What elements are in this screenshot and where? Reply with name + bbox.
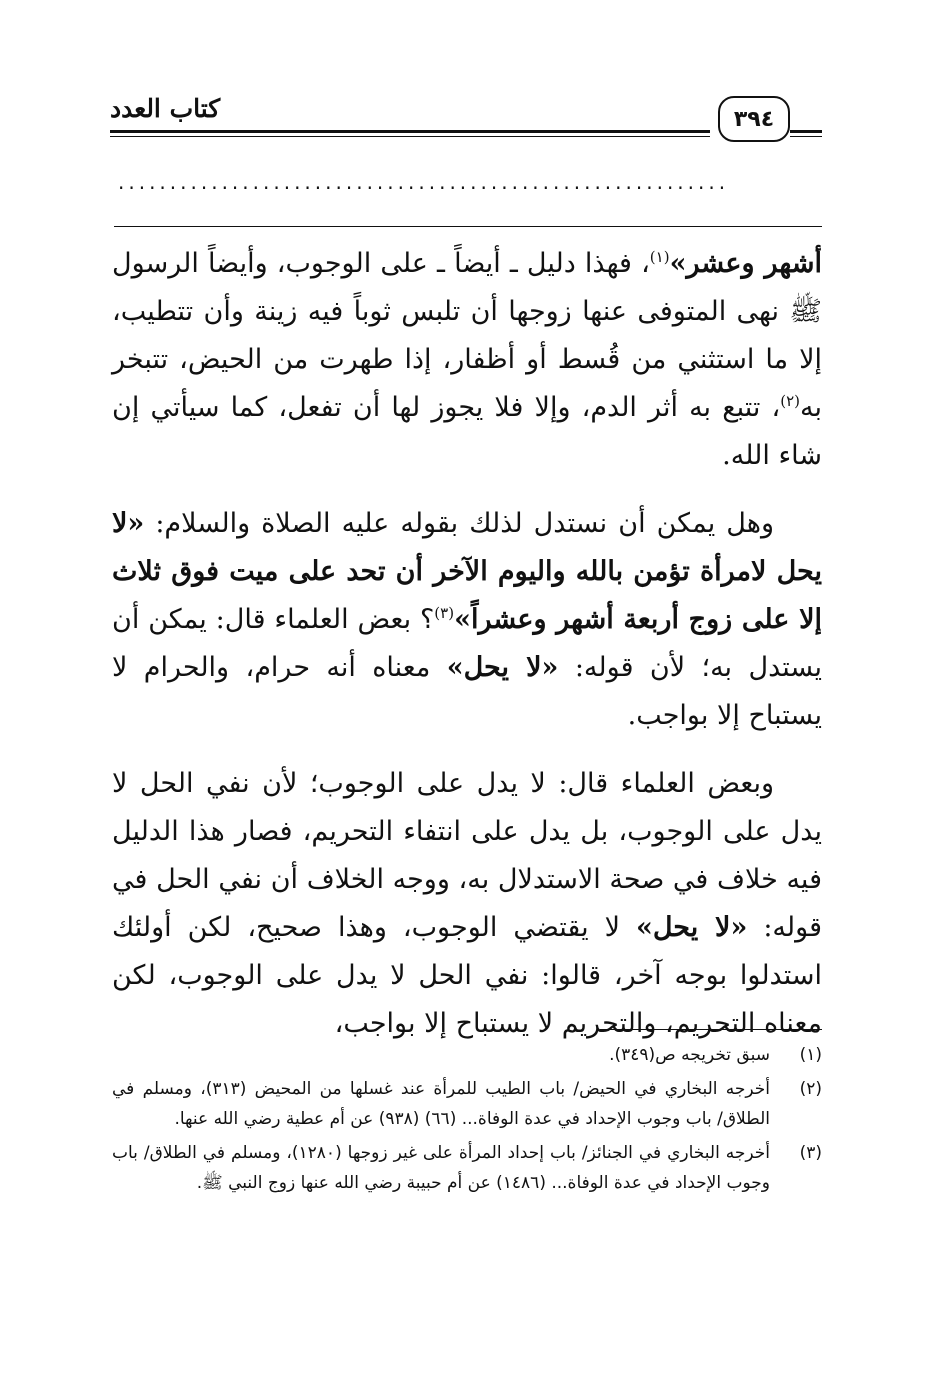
header-rule-thick-right <box>790 130 822 133</box>
header-rule-thick <box>110 130 710 133</box>
page-header <box>110 92 822 144</box>
paragraph-1 <box>112 240 822 480</box>
hadith-quote: «لا يحل لامرأة تؤمن بالله واليوم الآخر أن تحد على ميت فوق ثلاث إلا على زوج أربعة أشهر وعشراً» <box>112 508 822 635</box>
paragraph-2-text-b: ؟ بعض العلماء قال: يمكن أن يستدل به؛ لأن قوله: <box>112 604 822 683</box>
body-text <box>112 240 822 1068</box>
paragraph-3-text-b: لا يقتضي الوجوب، وهذا صحيح، لكن أولئك استدلوا بوجه آخر، قالوا: نفي الحل لا يدل على الوجوب، لكن معناه التحريم، والتحريم لا يستباح إلا بواجب، <box>112 912 822 1039</box>
footnote-text: أخرجه البخاري في الحيض/ باب الطيب للمرأة عند غسلها من المحيض (٣١٣)، ومسلم في الطلاق/ باب وجوب الإحداد في عدة الوفاة... (٦٦) (٩٣٨) عن أم عطية رضي الله عنها. <box>112 1079 770 1129</box>
header-rule-thin-right <box>790 136 822 137</box>
footnote-ref-1[interactable]: (١) <box>649 248 670 266</box>
ellipsis-divider: ........................................................... <box>118 170 730 194</box>
section-rule <box>114 226 822 227</box>
footnote-2 <box>112 1074 822 1134</box>
footnotes <box>112 1040 822 1202</box>
header-rule-thin <box>110 136 710 137</box>
footnote-3 <box>112 1138 822 1198</box>
paragraph-2-text-a: وهل يمكن أن نستدل لذلك بقوله عليه الصلاة والسلام: <box>144 508 774 539</box>
paragraph-3-text-a: وبعض العلماء قال: لا يدل على الوجوب؛ لأن نفي الحل لا يدل على الوجوب، بل يدل على انتفاء التحريم، فصار هذا الدليل فيه خلاف في صحة الاستدلال به، ووجه الخلاف أن نفي الحل في قوله: <box>112 768 822 943</box>
paragraph-2-text-c: معناه أنه حرام، والحرام لا يستباح إلا بواجب. <box>112 652 822 731</box>
footnote-1 <box>112 1040 822 1070</box>
paragraph-1-text-a: ، فهذا دليل ـ أيضاً ـ على الوجوب، وأيضاً الرسول ﷺ نهى المتوفى عنها زوجها أن تلبس ثوباً فيه زينة وأن تتطيب، إلا ما استثني من قُسط أو أظفار، إذا طهرت من الحيض، تتبخر به <box>112 248 822 423</box>
footnote-text: أخرجه البخاري في الجنائز/ باب إحداد المرأة على غير زوجها (١٢٨٠)، ومسلم في الطلاق/ باب وجوب الإحداد في عدة الوفاة... (١٤٨٦) عن أم حبيبة رضي الله عنها زوج النبي ﷺ. <box>112 1143 770 1193</box>
quote-la-yahill: «لا يحل» <box>446 652 559 683</box>
quote-la-yahill-2: «لا يحل» <box>635 912 748 943</box>
paragraph-2 <box>112 500 822 740</box>
footnote-number: (٢) <box>799 1079 822 1099</box>
chapter-title: كتاب العدد <box>110 94 221 123</box>
paragraph-3 <box>112 760 822 1048</box>
footnote-number: (٣) <box>799 1143 822 1163</box>
quote-end: أشهر وعشر» <box>669 248 822 279</box>
page-number: ٣٩٤ <box>718 96 790 142</box>
paragraph-1-text-b: ، تتبع به أثر الدم، وإلا فلا يجوز لها أن تفعل، كما سيأتي إن شاء الله. <box>112 392 822 471</box>
footnote-ref-2[interactable]: (٢) <box>780 392 800 410</box>
footnote-number: (١) <box>799 1045 822 1065</box>
footnote-rule <box>600 1029 822 1030</box>
footnote-text: سبق تخريجه ص(٣٤٩). <box>609 1045 770 1065</box>
footnote-ref-3[interactable]: (٣) <box>434 604 455 622</box>
